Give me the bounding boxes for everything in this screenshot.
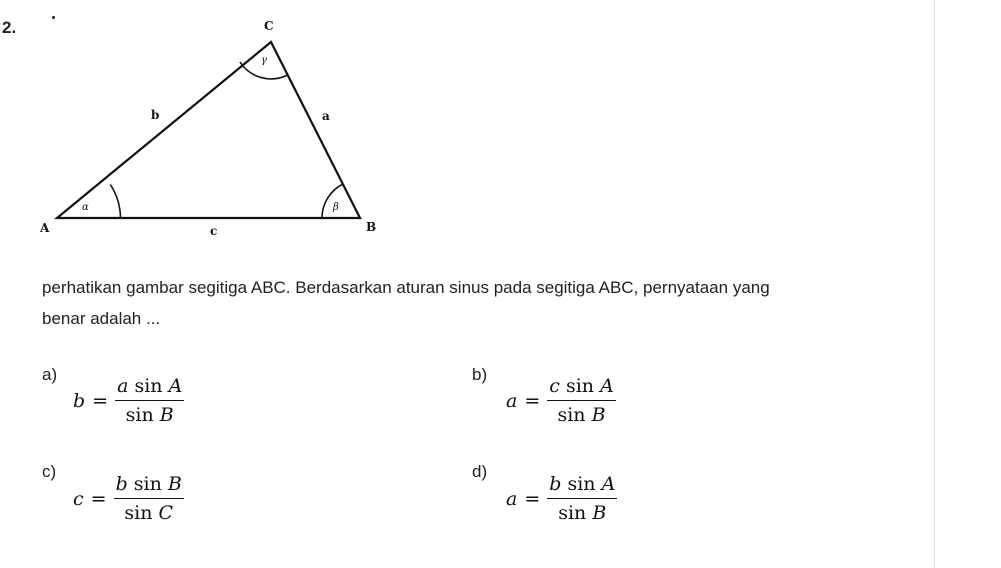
denominator: sin C xyxy=(124,502,174,524)
vertex-label-a: A xyxy=(40,221,50,235)
option-a-letter[interactable]: a) xyxy=(42,365,58,384)
triangle-figure xyxy=(0,0,420,250)
formula-lhs: c xyxy=(73,487,84,510)
fraction xyxy=(547,375,616,426)
numerator: c sin A xyxy=(547,375,616,401)
side-label-c: c xyxy=(210,224,218,238)
question-line-1: perhatikan gambar segitiga ABC. Berdasarkan aturan sinus pada segitiga ABC, pernyataan yang xyxy=(42,278,770,297)
numerator: b sin B xyxy=(114,473,184,499)
angle-label-beta: β xyxy=(333,202,339,213)
formula-lhs: a xyxy=(506,389,518,412)
denominator: sin B xyxy=(557,404,606,426)
numerator: a sin A xyxy=(115,375,184,401)
angle-label-alpha: α xyxy=(82,202,89,213)
angle-label-gamma: γ xyxy=(261,55,267,66)
denominator: sin B xyxy=(558,502,607,524)
side-label-a: a xyxy=(322,109,330,123)
vertex-label-b: B xyxy=(366,220,377,234)
angle-arc-alpha xyxy=(110,185,120,219)
option-d-letter[interactable]: d) xyxy=(472,462,488,481)
question-number: 2. xyxy=(2,18,17,37)
numerator: b sin A xyxy=(547,473,617,499)
formula-lhs: a xyxy=(506,487,518,510)
side-label-b: b xyxy=(151,108,160,122)
equals-sign: = xyxy=(524,389,541,412)
equals-sign: = xyxy=(524,487,541,510)
denominator: sin B xyxy=(125,404,174,426)
question-text xyxy=(42,272,902,334)
fraction xyxy=(547,473,617,524)
option-a-formula[interactable] xyxy=(73,375,184,426)
fraction xyxy=(114,473,184,524)
equals-sign: = xyxy=(90,487,107,510)
right-divider xyxy=(934,0,935,568)
question-line-2: benar adalah ... xyxy=(42,309,161,328)
option-b-formula[interactable] xyxy=(506,375,616,426)
option-c-formula[interactable] xyxy=(73,473,184,524)
option-b-letter[interactable]: b) xyxy=(472,365,488,384)
option-c-letter[interactable]: c) xyxy=(42,462,57,481)
vertex-label-c: C xyxy=(264,19,274,33)
triangle-abc xyxy=(57,42,360,218)
formula-lhs: b xyxy=(73,389,86,412)
fraction xyxy=(115,375,184,426)
option-d-formula[interactable] xyxy=(506,473,617,524)
equals-sign: = xyxy=(92,389,109,412)
